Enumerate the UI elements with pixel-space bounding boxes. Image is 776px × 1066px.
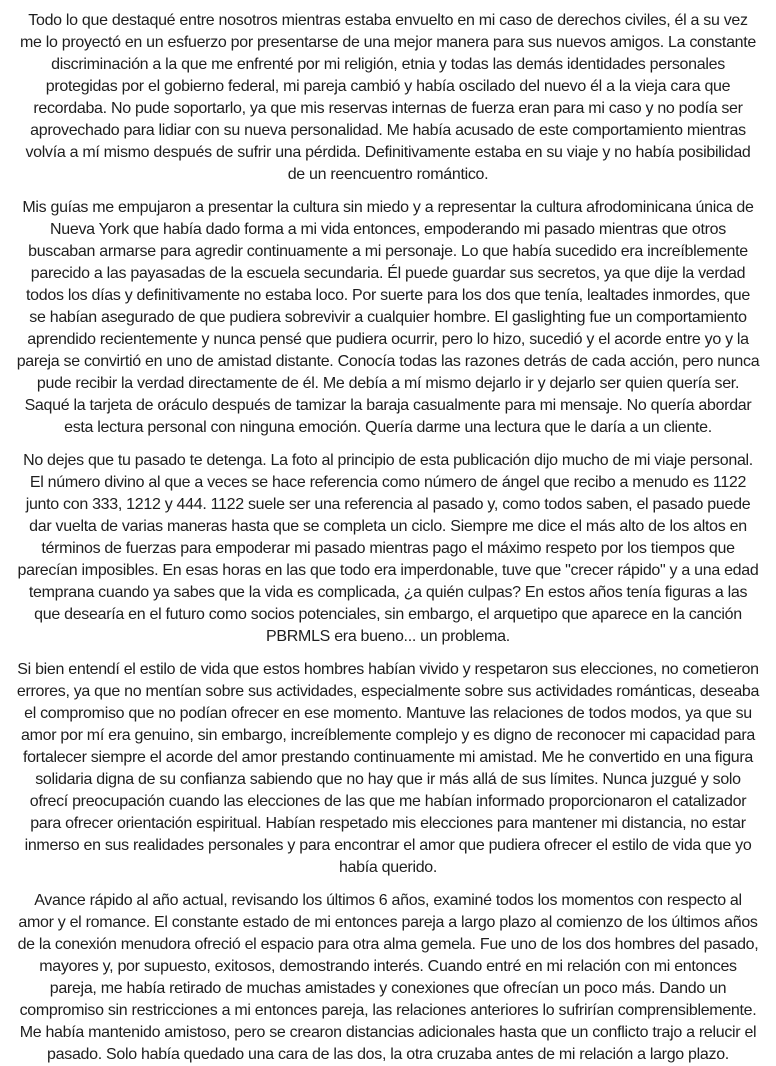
paragraph-2: Mis guías me empujaron a presentar la cultura sin miedo y a representar la cultura afrodominicana única de Nueva York que había dado forma a mi vida entonces, empoderando mi pasado mientras que otros buscaban armarse para agredir continuamente a mi personaje. Lo que había sucedido era increíblemente parecido a las payasadas de la escuela secundaria. Él puede guardar sus secretos, ya que dije la verdad todos los días y definitivamente no estaba loco. Por suerte para los dos que tenía, lealtades inmordes, que se habían asegurado de que pudiera sobrevivir a cualquier hombre. El gaslighting fue un comportamiento aprendido recientemente y nunca pensé que pudiera ocurrir, pero lo hizo, sucedió y el acorde entre yo y la pareja se convirtió en uno de amistad distante. Conocía todas las razones detrás de cada acción, pero nunca pude recibir la verdad directamente de él. Me debía a mí mismo dejarlo ir y dejarlo ser quien quería ser. Saqué la tarjeta de oráculo después de tamizar la baraja casualmente para mi mensaje. No quería abordar esta lectura personal con ninguna emoción. Quería darme una lectura que le daría a un cliente. (16, 199, 760, 436)
paragraph-3: No dejes que tu pasado te detenga. La foto al principio de esta publicación dijo mucho de mi viaje personal. El número divino al que a veces se hace referencia como número de ángel que recibo a menudo es 1122 junto con 333, 1212 y 444. 1122 suele ser una referencia al pasado y, como todos saben, el pasado puede dar vuelta de varias maneras hasta que se completa un ciclo. Siempre me dice el más alto de los altos en términos de fuerzas para empoderar mi pasado mientras pago el máximo respeto por los tiempos que parecían imposibles. En esas horas en las que todo era imperdonable, tuve que "crecer rápido" y a una edad temprana cuando ya sabes que la vida es complicada, ¿a quién culpas? En estos años tenía figuras a las que desearía en el futuro como socios potenciales, sin embargo, el arquetipo que aparece en la canción PBRMLS era bueno... un problema. (17, 452, 759, 645)
paragraph-5: Avance rápido al año actual, revisando los últimos 6 años, examiné todos los momentos con respecto al amor y el romance. El constante estado de mi entonces pareja a largo plazo al comienzo de los últimos años de la conexión menudora ofreció el espacio para otra alma gemela. Fue uno de los dos hombres del pasado, mayores y, por supuesto, exitosos, demostrando interés. Cuando entré en mi relación con mi entonces pareja, me había retirado de muchas amistades y conexiones que ofrecían un poco más. Dando un compromiso sin restricciones a mi entonces pareja, las relaciones anteriores lo sufrirían comprensiblemente. Me había mantenido amistoso, pero se crearon distancias adicionales hasta que un conflicto trajo a relucir el pasado. Solo había quedado una cara de las dos, la otra cruzaba antes de mi relación a largo plazo. (17, 892, 759, 1063)
article-body (16, 0, 760, 1066)
paragraph-1: Todo lo que destaqué entre nosotros mientras estaba envuelto en mi caso de derechos civiles, él a su vez me lo proyectó en un esfuerzo por presentarse de una mejor manera para sus nuevos amigos. La constante discriminación a la que me enfrenté por mi religión, etnia y todas las demás identidades personales protegidas por el gobierno federal, mi pareja cambió y había oscilado del nuevo él a la vieja cara que recordaba. No pude soportarlo, ya que mis reservas internas de fuerza eran para mi caso y no podía ser aprovechado para lidiar con su nueva personalidad. Me había acusado de este comportamiento mientras volvía a mí mismo después de sufrir una pérdida. Definitivamente estaba en su viaje y no había posibilidad de un reencuentro romántico. (19, 12, 757, 183)
paragraph-4: Si bien entendí el estilo de vida que estos hombres habían vivido y respetaron sus elecciones, no cometieron errores, ya que no mentían sobre sus actividades, especialmente sobre sus actividades románticas, deseaba el compromiso que no podían ofrecer en ese momento. Mantuve las relaciones de todos modos, ya que su amor por mí era genuino, sin embargo, increíblemente complejo y es digno de reconocer mi capacidad para fortalecer siempre el acorde del amor prestando continuamente mi amistad. Me he convertido en una figura solidaria digna de su confianza sabiendo que no hay que ir más allá de sus límites. Nunca juzgué y solo ofrecí preocupación cuando las elecciones de las que me habían informado proporcionaron el catalizador para ofrecer orientación espiritual. Habían respetado mis elecciones para mantener mi distancia, no estar inmerso en sus realidades personales y para encontrar el amor que pudiera ofrecer el estilo de vida que yo había querido. (16, 661, 760, 876)
